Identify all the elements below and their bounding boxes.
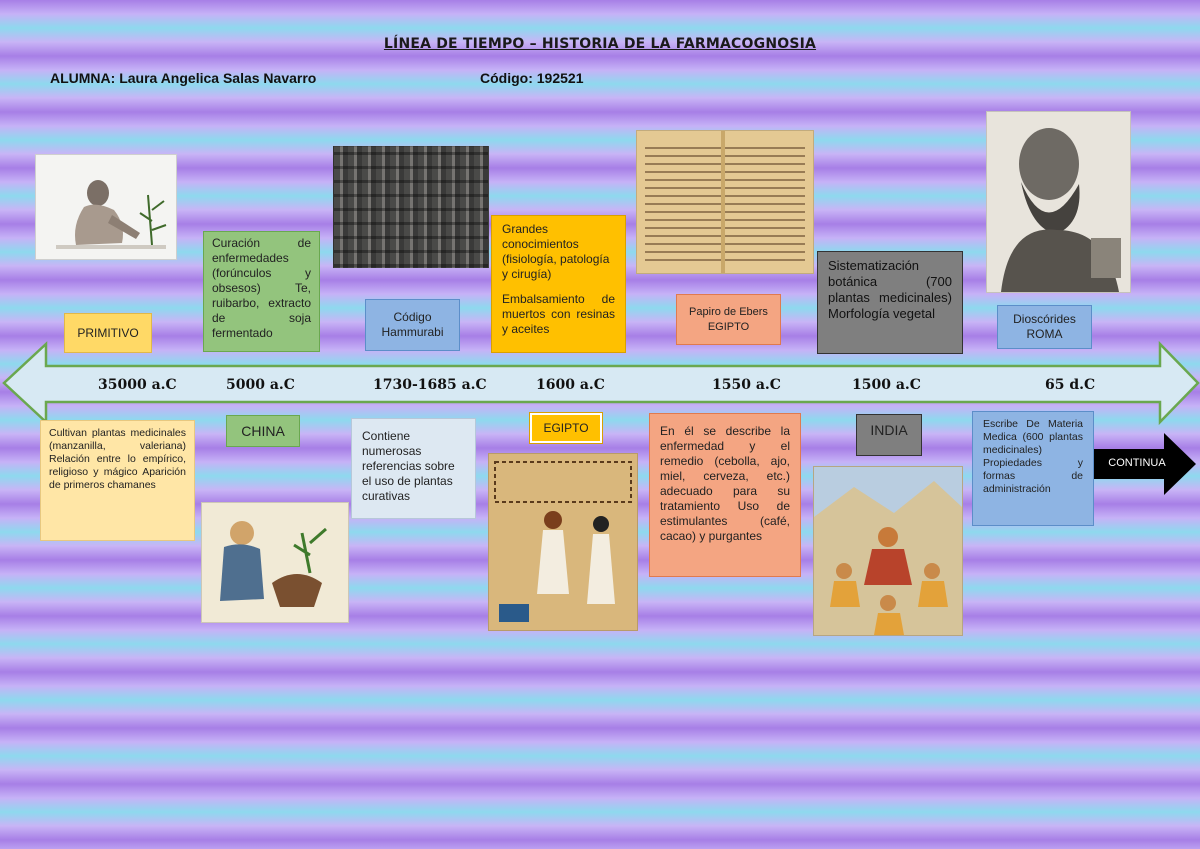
- student-name: ALUMNA: Laura Angelica Salas Navarro: [50, 70, 317, 86]
- note-ebers: [649, 413, 801, 577]
- year-label: 1500 a.C: [852, 377, 921, 393]
- dioscorides-portrait-image: [986, 111, 1131, 293]
- note-egipto: [491, 215, 626, 353]
- note-text: Embalsamiento de muertos con resinas y aceites: [502, 292, 615, 336]
- era-label-text: EGIPTO: [543, 420, 589, 435]
- indian-scene-image: [813, 466, 963, 636]
- year-label: 5000 a.C: [226, 377, 295, 393]
- era-label-hammurabi: [365, 299, 460, 351]
- note-text: Cultivan plantas medicinales (manzanilla, valeriana) Relación entre lo empírico, religioso y mágico Aparición de primeros chamanes: [49, 427, 186, 491]
- egyptian-painting-image: [488, 453, 638, 631]
- note-india: [817, 251, 963, 354]
- note-text: Grandes conocimientos (fisiología, patología y cirugía): [502, 222, 610, 281]
- note-text: Sistematización botánica (700 plantas medicinales) Morfología vegetal: [828, 258, 952, 321]
- note-text: En él se describe la enfermedad y el remedio (cebolla, ajo, miel, cerveza, etc.) adecuado para su tratamiento Uso de estimulantes (café, cacao) y purgantes: [660, 424, 790, 543]
- era-label-text: Papiro de Ebers EGIPTO: [689, 305, 768, 333]
- era-label-egipto: [530, 413, 602, 443]
- note-primitivo: [40, 420, 195, 541]
- era-label-ebers: [676, 294, 781, 345]
- era-label-text: CHINA: [241, 422, 285, 439]
- era-label-text: INDIA: [870, 422, 908, 438]
- era-label-china: [226, 415, 300, 447]
- ebers-papyrus-image: [636, 130, 814, 274]
- note-china: [203, 231, 320, 352]
- primitive-man-image: [35, 154, 177, 260]
- era-label-text: Código Hammurabi: [381, 310, 444, 339]
- student-code: Código: 192521: [480, 70, 584, 86]
- hammurabi-stone-image: [333, 146, 489, 268]
- page-title: LÍNEA DE TIEMPO – HISTORIA DE LA FARMACOGNOSIA: [383, 36, 817, 52]
- note-text: Contiene numerosas referencias sobre el uso de plantas curativas: [362, 429, 455, 503]
- year-label: 1550 a.C: [712, 377, 781, 393]
- note-hammurabi: [351, 418, 476, 519]
- note-text: Escribe De Materia Medica (600 plantas medicinales) Propiedades y formas de administración: [983, 418, 1083, 495]
- year-label: 35000 a.C: [98, 377, 177, 393]
- era-label-india: [856, 414, 922, 456]
- chinese-herbalist-image: [201, 502, 349, 623]
- continue-button[interactable]: [1094, 433, 1196, 495]
- year-label: 1730-1685 a.C: [373, 377, 487, 393]
- year-label: 1600 a.C: [536, 377, 605, 393]
- era-label-text: Dioscórides ROMA: [1013, 312, 1076, 341]
- note-text: Curación de enfermedades (forúnculos y obsesos) Te, ruibarbo, extracto de soja fermentado: [212, 236, 311, 340]
- era-label-roma: [997, 305, 1092, 349]
- era-label-text: PRIMITIVO: [77, 325, 139, 340]
- era-label-primitivo: [64, 313, 152, 353]
- note-roma: [972, 411, 1094, 526]
- year-label: 65 d.C: [1045, 377, 1096, 393]
- continue-label: CONTINUA: [1108, 457, 1166, 469]
